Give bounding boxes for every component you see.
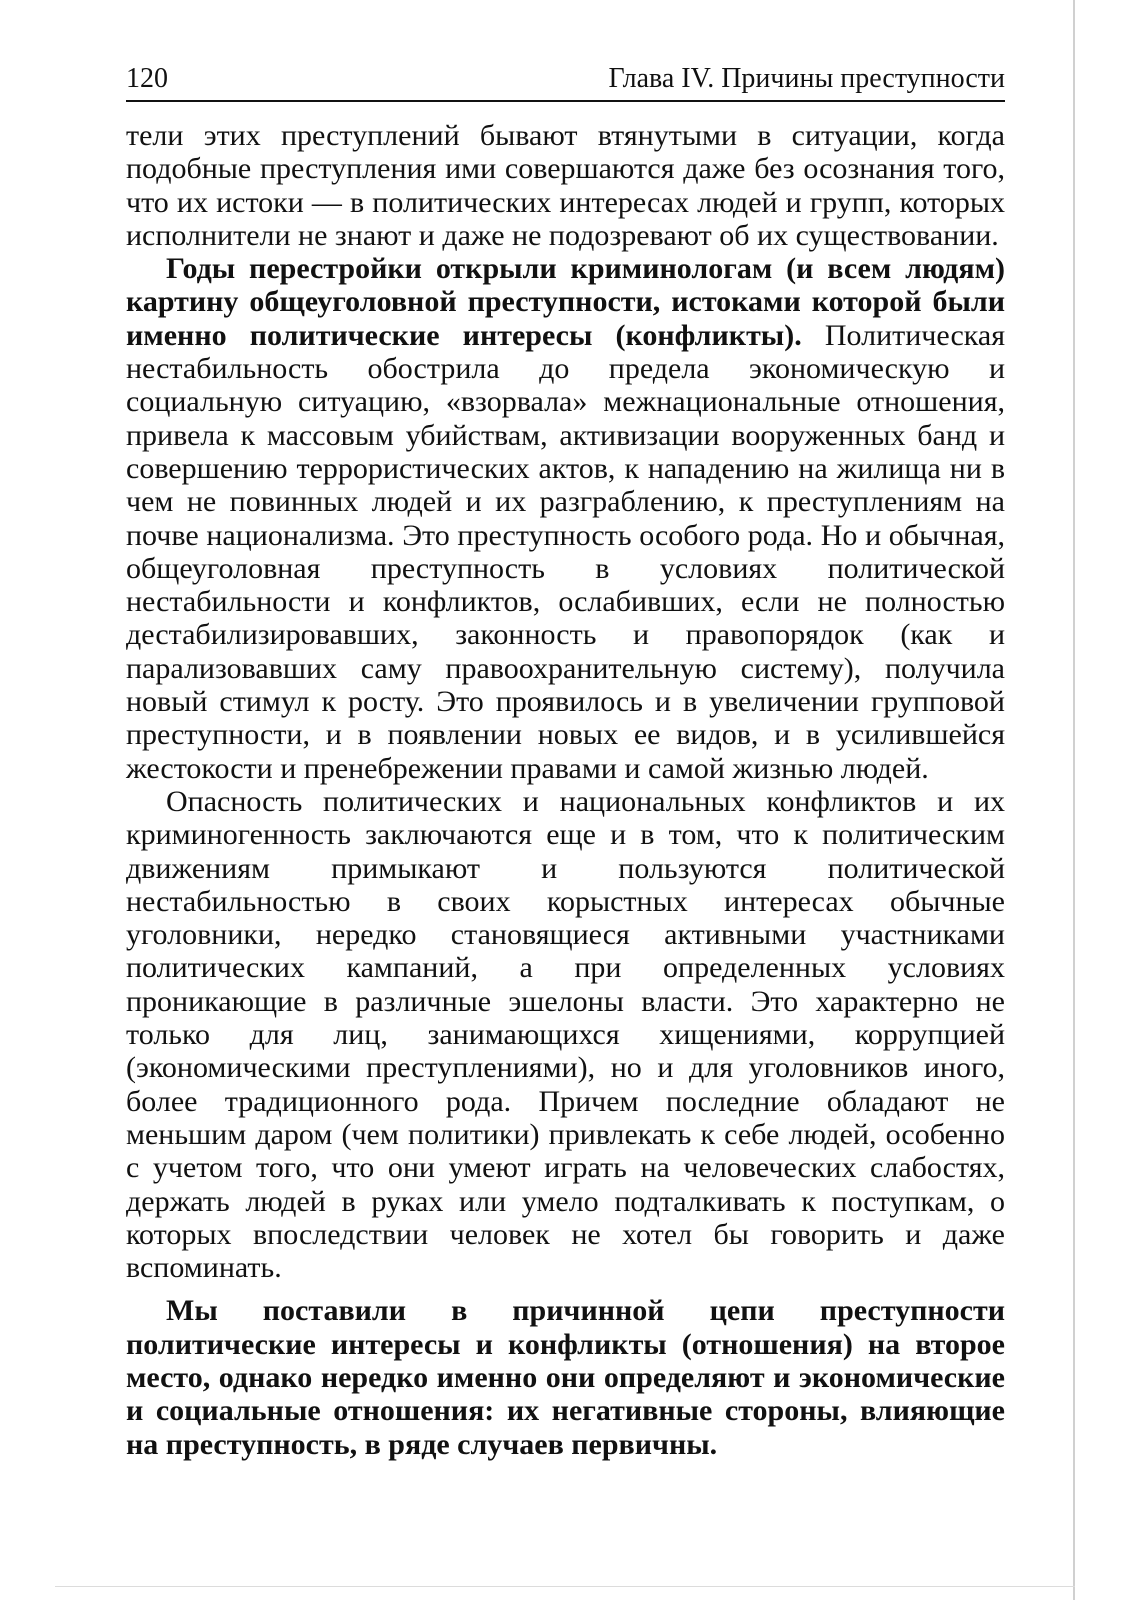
paragraph-4: Мы поставили в причинной цепи преступности политические интересы и конфликты (отношения) на второе место, однако нередко именно они определяют и экономические и социальные отношения: их негативные стороны, влияющие на преступность, в ряде случаев первичны. — [126, 1294, 1005, 1461]
paragraph-2 — [126, 252, 1005, 785]
body-text — [126, 119, 1005, 1461]
running-title: Глава IV. Причины преступности — [608, 63, 1005, 94]
paragraph-2-bold-lead: Годы перестройки открыли криминологам (и всем людям) картину общеуголовной преступности, истоками которой были именно политические интересы (конфликты). — [126, 252, 1005, 352]
page-number: 120 — [126, 63, 168, 94]
page-header — [126, 60, 1005, 102]
page-bottom-line — [55, 1586, 1075, 1587]
paragraph-2-text: Политическая нестабильность обострила до предела экономическую и социальную ситуацию, «взорвала» межнациональные отношения, привела к массовым убийствам, активизации вооруженных банд и совершению террористических актов, к нападению на жилища ни в чем не повинных людей и их разграблению, к преступлениям на почве национализма. Это преступность особого рода. Но и обычная, общеуголовная преступность в условиях политической нестабильности и конфликтов, ослабивших, если не полностью дестабилизировавших, законность и правопорядок (как и парализовавших саму правоохранительную систему), получила новый стимул к росту. Это проявилось и в увеличении групповой преступности, и в появлении новых ее видов, и в усилившейся жестокости и пренебрежении правами и самой жизнью людей. — [126, 318, 1005, 785]
paragraph-3: Опасность политических и национальных конфликтов и их криминогенность заключаются еще и в том, что к политическим движениям примыкают и пользуются политической нестабильностью в своих корыстных интересах обычные уголовники, нередко становящиеся активными участниками политических кампаний, а при определенных условиях проникающие в различные эшелоны власти. Это характерно не только для лиц, занимающихся хищениями, коррупцией (экономическими преступлениями), но и для уголовников иного, более традиционного рода. Причем последние обладают не меньшим даром (чем политики) привлекать к себе людей, особенно с учетом того, что они умеют играть на человеческих слабостях, держать людей в руках или умело подталкивать к поступкам, о которых впоследствии человек не хотел бы говорить и даже вспоминать. — [126, 784, 1005, 1285]
paragraph-1: тели этих преступлений бывают втянутыми в ситуации, когда подобные преступления ими совершаются даже без осознания того, что их истоки — в политических интересах людей и групп, которых исполнители не знают и даже не подозревают об их существовании. — [126, 119, 1005, 252]
page-edge-line — [1073, 0, 1075, 1600]
